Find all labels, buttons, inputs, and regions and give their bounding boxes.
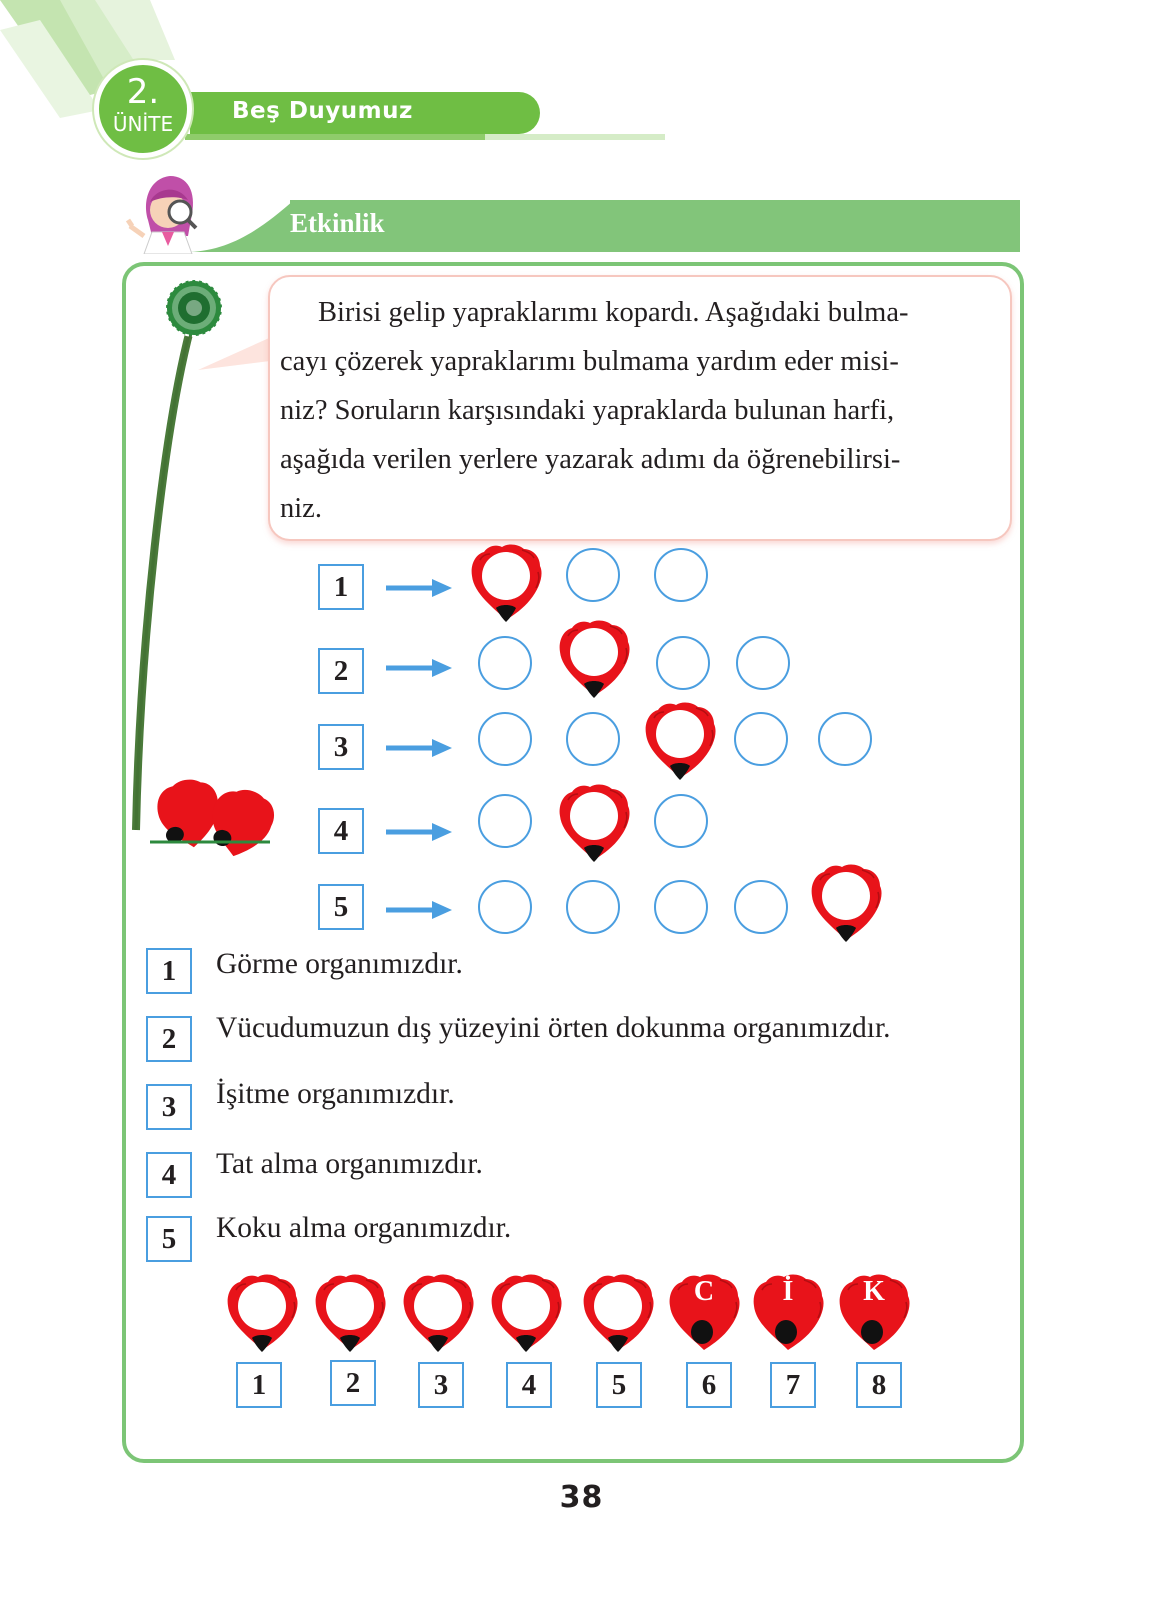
answer-slot-number: 2: [330, 1360, 376, 1406]
arrow-icon: [386, 738, 452, 758]
puzzle-letter-slot[interactable]: [566, 880, 620, 934]
puzzle-petal-slot[interactable]: [806, 862, 886, 944]
unit-word: ÜNİTE: [112, 112, 174, 136]
page-number: 38: [559, 1480, 604, 1515]
puzzle-row-number: 5: [318, 884, 364, 930]
puzzle-letter-slot[interactable]: [566, 548, 620, 602]
answer-letter: İ: [782, 1276, 794, 1307]
question-text: Tat alma organımızdır.: [216, 1148, 483, 1180]
puzzle-letter-slot[interactable]: [654, 880, 708, 934]
puzzle-petal-slot[interactable]: [466, 542, 546, 624]
speech-bubble-tail: [198, 330, 278, 380]
puzzle-row-number: 2: [318, 648, 364, 694]
puzzle-letter-slot[interactable]: [818, 712, 872, 766]
puzzle-letter-slot[interactable]: [478, 636, 532, 690]
arrow-icon: [386, 822, 452, 842]
puzzle-letter-slot[interactable]: [478, 880, 532, 934]
arrow-icon: [386, 578, 452, 598]
puzzle-letter-slot[interactable]: [736, 636, 790, 690]
question-text: Vücudumuzun dış yüzeyini örten dokunma organımızdır.: [216, 1012, 891, 1044]
question-text: Koku alma organımızdır.: [216, 1212, 512, 1244]
intro-line: Birisi gelip yapraklarımı kopardı. Aşağıdaki bulma-: [318, 297, 909, 328]
question-text: İşitme organımızdır.: [216, 1078, 455, 1110]
puzzle-letter-slot[interactable]: [656, 636, 710, 690]
answer-petal-slot[interactable]: [486, 1272, 566, 1354]
question-number: 3: [146, 1084, 192, 1130]
puzzle-row-number: 4: [318, 808, 364, 854]
answer-slot-number: 5: [596, 1362, 642, 1408]
puzzle-petal-slot[interactable]: [640, 700, 720, 782]
puzzle-row-number: 1: [318, 564, 364, 610]
puzzle-letter-slot[interactable]: [478, 712, 532, 766]
answer-petal-slot[interactable]: [310, 1272, 390, 1354]
intro-line: cayı çözerek yapraklarımı bulmama yardım eder misi-: [280, 346, 899, 377]
arrow-icon: [386, 900, 452, 920]
intro-text: [280, 288, 1000, 533]
puzzle-petal-slot[interactable]: [554, 618, 634, 700]
answer-slot-number: 3: [418, 1362, 464, 1408]
puzzle-letter-slot[interactable]: [478, 794, 532, 848]
answer-slot-number: 4: [506, 1362, 552, 1408]
question-text: Görme organımızdır.: [216, 948, 463, 980]
answer-petal-slot[interactable]: [578, 1272, 658, 1354]
answer-slot-number: 6: [686, 1362, 732, 1408]
puzzle-letter-slot[interactable]: [566, 712, 620, 766]
puzzle-letter-slot[interactable]: [654, 548, 708, 602]
puzzle-petal-slot[interactable]: [554, 782, 634, 864]
answer-letter: C: [693, 1276, 715, 1307]
arrow-icon: [386, 658, 452, 678]
unit-badge: [94, 60, 192, 158]
answer-slot-number: 8: [856, 1362, 902, 1408]
puzzle-letter-slot[interactable]: [654, 794, 708, 848]
intro-line: niz.: [280, 493, 322, 524]
answer-slot-number: 7: [770, 1362, 816, 1408]
girl-with-magnifier-illustration: [122, 170, 212, 254]
activity-bar: [290, 200, 1020, 252]
answer-slot-number: 1: [236, 1362, 282, 1408]
intro-line: aşağıda verilen yerlere yazarak adımı da öğrenebilirsi-: [280, 444, 901, 475]
activity-title: Etkinlik: [290, 208, 385, 238]
question-number: 4: [146, 1152, 192, 1198]
unit-title: Beş Duyumuz: [232, 98, 413, 124]
puzzle-row-number: 3: [318, 724, 364, 770]
unit-number: 2.: [126, 72, 160, 112]
intro-line: niz? Soruların karşısındaki yapraklarda bulunan harfi,: [280, 395, 895, 426]
puzzle-letter-slot[interactable]: [734, 880, 788, 934]
question-number: 1: [146, 948, 192, 994]
answer-letter: K: [863, 1276, 885, 1307]
question-number: 2: [146, 1016, 192, 1062]
puzzle-letter-slot[interactable]: [734, 712, 788, 766]
answer-petal-slot[interactable]: [398, 1272, 478, 1354]
answer-petal-slot[interactable]: [222, 1272, 302, 1354]
question-number: 5: [146, 1216, 192, 1262]
